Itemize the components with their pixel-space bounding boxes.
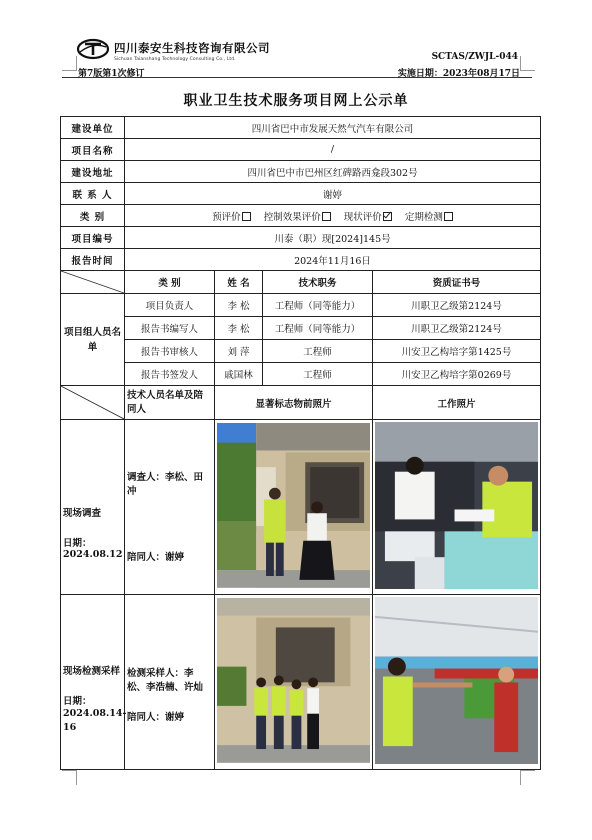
sampling-accompany: 陪同人：谢婷 (127, 711, 185, 723)
survey-work-photo (373, 420, 541, 595)
member-role: 报告书审核人 (125, 340, 215, 363)
row-unit (61, 117, 541, 139)
option-label: 预评价 (212, 211, 241, 223)
contact-value: 谢婷 (125, 183, 541, 205)
code-value: 川泰（职）现[2024]145号 (125, 227, 541, 249)
photos-header-landmark: 显著标志物前照片 (215, 386, 373, 420)
sampling-date-label: 日期： (63, 695, 92, 707)
member-row (61, 363, 541, 386)
option-label: 现状评价 (343, 211, 382, 223)
members-group-label (61, 294, 125, 386)
header-rule (62, 77, 532, 78)
survey-landmark-photo (215, 420, 373, 595)
checkbox-checked-icon[interactable] (383, 212, 392, 221)
sampling-row (61, 594, 541, 769)
time-value: 2024年11月16日 (125, 249, 541, 271)
option-pre-evaluation[interactable] (212, 212, 251, 223)
members-header-category: 类 别 (125, 271, 215, 294)
company-name-cn: 四川泰安生科技咨询有限公司 (114, 41, 270, 55)
edition-text: 第7版第1次修订 (78, 69, 145, 79)
member-cert: 川安卫乙构培字第0269号 (373, 363, 541, 386)
checkbox-icon[interactable] (322, 212, 331, 221)
diagonal-cell (61, 386, 125, 420)
members-group-label-text: 项目组人员名单 (63, 326, 121, 353)
option-periodic-test[interactable] (405, 212, 453, 223)
survey-investigators: 调查人：李松、田冲 (127, 471, 204, 497)
document-code: SCTAS/ZWJL-044 (431, 52, 518, 62)
members-header-row (61, 271, 541, 294)
option-current-status[interactable] (344, 212, 392, 223)
member-cert: 川职卫乙级第2124号 (373, 317, 541, 340)
diagonal-cell (61, 271, 125, 294)
crop-mark-top-right (520, 56, 535, 71)
contact-label: 联 系 人 (61, 183, 125, 205)
checkbox-icon[interactable] (242, 212, 251, 221)
sampling-work-photo (373, 594, 541, 769)
sampling-work-photo-image (375, 597, 538, 764)
row-category (61, 205, 541, 227)
checkbox-icon[interactable] (444, 212, 453, 221)
survey-label: 现场调查 (63, 508, 102, 520)
photos-header-work: 工作照片 (373, 386, 541, 420)
crop-mark-bottom-left (62, 770, 77, 785)
company-logo-icon (76, 38, 110, 60)
project-value: / (125, 139, 541, 161)
member-cert: 川安卫乙构培字第1425号 (373, 340, 541, 363)
photos-header-row (61, 386, 541, 420)
category-options (125, 205, 541, 227)
member-name: 刘 萍 (215, 340, 263, 363)
members-header-name: 姓 名 (215, 271, 263, 294)
member-cert: 川职卫乙级第2124号 (373, 294, 541, 317)
survey-names-cell (125, 420, 215, 595)
option-label: 定期检测 (404, 211, 443, 223)
option-control-effect[interactable] (264, 212, 331, 223)
row-time (61, 249, 541, 271)
member-title: 工程师 (263, 363, 373, 386)
code-label: 项目编号 (61, 227, 125, 249)
member-name: 李 松 (215, 294, 263, 317)
sampling-date: 2024.08.14-16 (63, 707, 127, 733)
row-address (61, 161, 541, 183)
notice-table (60, 116, 541, 770)
diagonal-line (61, 386, 124, 419)
work-photo-image (375, 422, 538, 589)
member-name: 戚国林 (215, 363, 263, 386)
crop-mark-top-left (62, 56, 77, 71)
row-project (61, 139, 541, 161)
page-title: 职业卫生技术服务项目网上公示单 (183, 93, 409, 109)
unit-label: 建设单位 (61, 117, 125, 139)
project-label: 项目名称 (61, 139, 125, 161)
crop-mark-bottom-right (520, 770, 535, 785)
sampling-landmark-photo-image (217, 598, 370, 763)
member-title: 工程师（同等能力） (263, 317, 373, 340)
member-row (61, 294, 541, 317)
row-code (61, 227, 541, 249)
address-value: 四川省巴中市巴州区红碑路西龛段302号 (125, 161, 541, 183)
landmark-photo-image (217, 423, 370, 588)
option-label: 控制效果评价 (263, 211, 321, 223)
member-row (61, 317, 541, 340)
survey-row (61, 420, 541, 595)
diagonal-line (61, 271, 124, 293)
sampling-label: 现场检测采样 (63, 665, 121, 677)
member-role: 报告书编写人 (125, 317, 215, 340)
survey-date-label: 日期： (63, 538, 92, 550)
survey-accompany: 陪同人：谢婷 (127, 551, 185, 563)
member-role: 报告书签发人 (125, 363, 215, 386)
time-label: 报告时间 (61, 249, 125, 271)
company-name-en: Sichuan Taianshang Technology Consulting Co., Ltd. (114, 57, 236, 62)
members-header-title: 技术职务 (263, 271, 373, 294)
member-role: 项目负责人 (125, 294, 215, 317)
unit-value: 四川省巴中市发展天然气汽车有限公司 (125, 117, 541, 139)
member-row (61, 340, 541, 363)
member-title: 工程师 (263, 340, 373, 363)
category-label: 类 别 (61, 205, 125, 227)
address-label: 建设地址 (61, 161, 125, 183)
survey-label-cell (61, 420, 125, 595)
survey-date: 2024.08.12 (63, 549, 123, 561)
sampling-samplers: 检测采样人：李松、李浩楠、许灿 (127, 667, 204, 693)
sampling-landmark-photo (215, 594, 373, 769)
sampling-names-cell (125, 594, 215, 769)
sampling-label-cell (61, 594, 125, 769)
company-name (114, 40, 270, 62)
row-contact (61, 183, 541, 205)
member-title: 工程师（同等能力） (263, 294, 373, 317)
members-header-cert: 资质证书号 (373, 271, 541, 294)
implement-date: 实施日期：2023年08月17日 (397, 69, 520, 79)
member-name: 李 松 (215, 317, 263, 340)
photos-header-names: 技术人员名单及陪同人 (125, 386, 215, 420)
